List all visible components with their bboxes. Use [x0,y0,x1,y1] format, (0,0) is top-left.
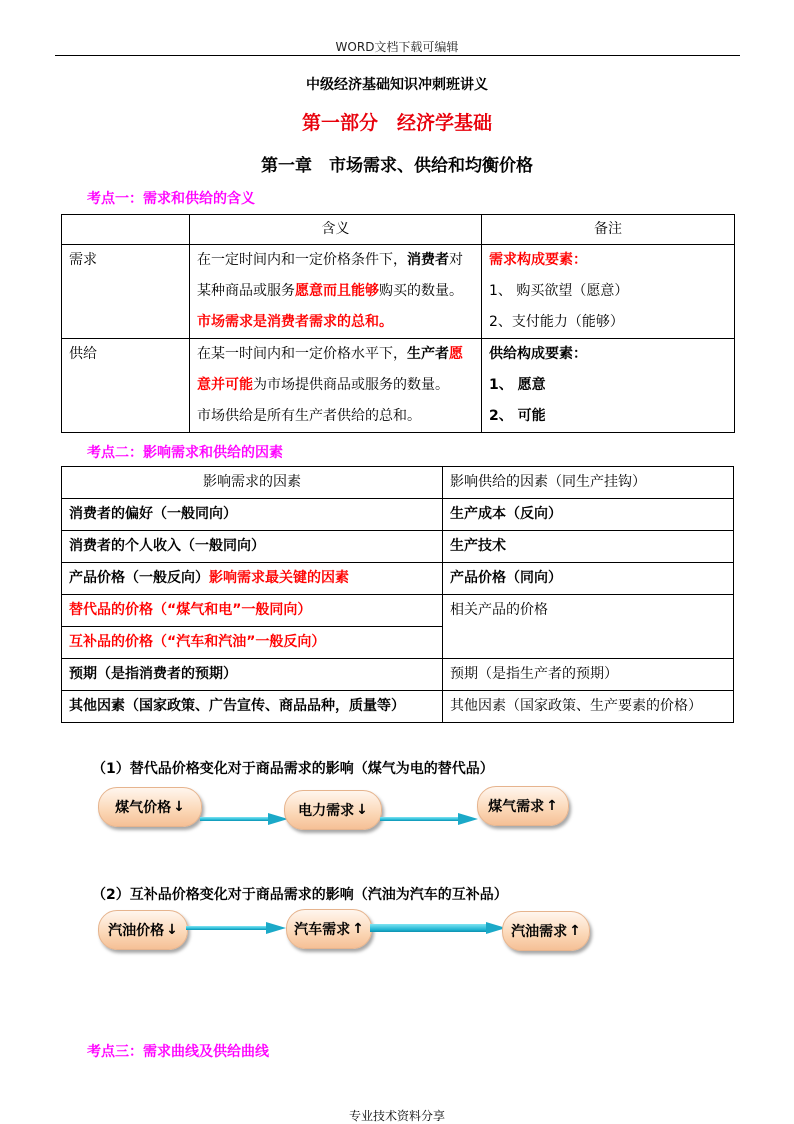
arrow-up-icon: ↑ [546,798,558,814]
arrow-down-icon: ↓ [166,922,178,938]
arrow-up-icon: ↑ [569,923,581,939]
flow2-connector-2 [370,924,488,932]
table-row-demand [62,245,735,339]
demand-meaning-consumer: 消费者 [407,252,449,268]
table-header-blank [62,215,190,245]
demand-meaning-cell [190,245,482,339]
arrow-down-icon: ↓ [173,799,185,815]
market-supply-definition: 市场供给是所有生产者供给的总和。 [197,408,421,424]
page-header: WORD文档下载可编辑 [335,40,459,54]
arrow-right-icon [458,813,478,825]
section-heading-2: 考点二：影响需求和供给的因素 [87,445,283,461]
demand-meaning-text-2: 对 [449,252,463,268]
flow2-connector-1 [186,926,268,930]
flow2-box3-label: 汽油需求 [511,924,568,940]
supply-factor-other: 其他因素（国家政策、生产要素的价格） [443,691,734,723]
demand-factor-preference: 消费者的偏好（一般同向） [62,499,443,531]
flow1-box2-label: 电力需求 [298,803,355,819]
flow2-title: （2）互补品价格变化对于商品需求的影响（汽油为汽车的互补品） [92,887,508,903]
table-row [62,691,734,723]
demand-meaning-text-3: 某种商品或服务 [197,283,295,299]
flow2-box-car-demand [286,909,372,949]
demand-meaning-text-1: 在一定时间内和一定价格条件下， [197,252,407,268]
document-title: 中级经济基础知识冲刺班讲义 [306,77,488,93]
header-divider [55,55,740,56]
flow1-box-gas-price [98,787,202,827]
section-heading-1: 考点一：需求和供给的含义 [87,191,255,207]
supply-meaning-willing-2: 意并可能 [197,377,253,393]
demand-factor-income: 消费者的个人收入（一般同向） [62,531,443,563]
flow2-box2-label: 汽车需求 [294,922,351,938]
supply-factor-cost: 生产成本（反向） [443,499,734,531]
flow1-connector-1 [200,817,270,821]
row-label-demand: 需求 [62,245,190,339]
table-row-supply [62,339,735,433]
flow1-box1-label: 煤气价格 [115,800,172,816]
table-row [62,659,734,691]
table-header-meaning: 含义 [190,215,482,245]
flow1-box3-label: 煤气需求 [488,799,545,815]
table-header-demand-factors: 影响需求的因素 [62,467,443,499]
arrow-up-icon: ↑ [352,921,364,937]
market-demand-definition: 市场需求是消费者需求的总和。 [197,314,393,330]
part-title: 第一部分 经济学基础 [301,112,492,134]
section-heading-3: 考点三：需求曲线及供给曲线 [87,1044,269,1060]
table-row [62,563,734,595]
supply-meaning-text-1: 在某一时间内和一定价格水平下， [197,346,407,362]
table-header-row [62,215,735,245]
demand-factor-price-cell [62,563,443,595]
supply-element-2: 2、 可能 [489,408,546,424]
supply-meaning-text-2: 为市场提供商品或服务的数量。 [253,377,449,393]
table-row [62,595,734,627]
flow2-box1-label: 汽油价格 [108,923,165,939]
table-header-row [62,467,734,499]
arrow-down-icon: ↓ [356,802,368,818]
demand-factor-complement: 互补品的价格（“汽车和汽油”一般反向） [62,627,443,659]
supply-element-1: 1、 愿意 [489,377,546,393]
demand-factor-price-key: 影响需求最关键的因素 [209,570,349,586]
table-header-note: 备注 [482,215,735,245]
row-label-supply: 供给 [62,339,190,433]
demand-elements-title: 需求构成要素： [489,252,587,268]
chapter-title: 第一章 市场需求、供给和均衡价格 [261,156,533,176]
flow2-box-oil-price [98,910,188,950]
flow2-box-oil-demand [502,911,590,951]
table-row [62,531,734,563]
demand-meaning-text-4: 购买的数量。 [379,283,463,299]
table-header-supply-factors: 影响供给的因素（同生产挂钩） [443,467,734,499]
supply-factor-related: 相关产品的价格 [443,595,734,659]
demand-element-2: 2、支付能力（能够） [489,314,624,330]
supply-elements-title: 供给构成要素： [489,346,587,362]
supply-note-cell [482,339,735,433]
supply-factor-price: 产品价格（同向） [443,563,734,595]
demand-element-1: 1、 购买欲望（愿意） [489,283,629,299]
supply-factor-expectation: 预期（是指生产者的预期） [443,659,734,691]
demand-factor-substitute: 替代品的价格（“煤气和电”一般同向） [62,595,443,627]
arrow-right-icon [266,922,286,934]
flow1-box-power-demand [284,790,382,830]
demand-supply-factors-table [61,466,734,723]
flow1-connector-2 [380,817,460,821]
supply-factor-technology: 生产技术 [443,531,734,563]
supply-meaning-cell [190,339,482,433]
table-row [62,499,734,531]
demand-meaning-willing-able: 愿意而且能够 [295,283,379,299]
demand-supply-definition-table [61,214,735,433]
demand-factor-other: 其他因素（国家政策、广告宣传、商品品种，质量等） [62,691,443,723]
flow1-box-gas-demand [477,786,569,826]
supply-meaning-producer: 生产者 [407,346,449,362]
demand-note-cell [482,245,735,339]
flow1-title: （1）替代品价格变化对于商品需求的影响（煤气为电的替代品） [92,761,494,777]
page-footer: 专业技术资料分享 [348,1109,445,1123]
supply-meaning-willing-1: 愿 [449,346,463,362]
demand-factor-expectation: 预期（是指消费者的预期） [62,659,443,691]
demand-factor-price: 产品价格（一般反向） [69,570,209,586]
